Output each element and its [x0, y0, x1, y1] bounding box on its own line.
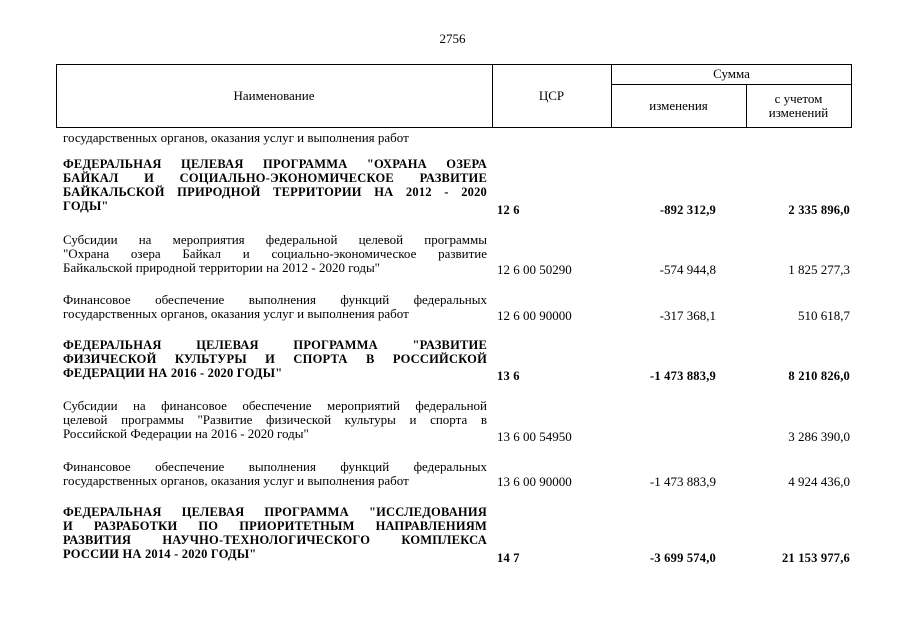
row-change: -3 699 574,0 — [650, 551, 716, 565]
table-header — [56, 64, 852, 128]
row-change: -574 944,8 — [659, 262, 716, 277]
page-number: 2756 — [439, 31, 466, 46]
row-change: -892 312,9 — [659, 203, 716, 217]
row-total: 3 286 390,0 — [788, 429, 850, 444]
row-csr: 12 6 — [497, 203, 520, 217]
row-total: 510 618,7 — [798, 308, 850, 323]
row-description: Субсидии на мероприятия федеральной целевой программы "Охрана озера Байкал и социально-экономическое развитие Байкальской природной территории на 2012 - 2020 годы" — [63, 232, 487, 275]
row-total: 4 924 436,0 — [788, 474, 850, 489]
row-description: ФЕДЕРАЛЬНАЯ ЦЕЛЕВАЯ ПРОГРАММА "РАЗВИТИЕ ФИЗИЧЕСКОЙ КУЛЬТУРЫ И СПОРТА В РОССИЙСКОЙ ФЕДЕРАЦИИ НА 2016 - 2020 ГОДЫ" — [63, 338, 487, 380]
header-name: Наименование — [233, 88, 315, 103]
row-description: ФЕДЕРАЛЬНАЯ ЦЕЛЕВАЯ ПРОГРАММА "ИССЛЕДОВАНИЯ И РАЗРАБОТКИ ПО ПРИОРИТЕТНЫМ НАПРАВЛЕНИЯМ РАЗВИТИЯ НАУЧНО-ТЕХНОЛОГИЧЕСКОГО КОМПЛЕКСА РОССИИ НА 2014 - 2020 ГОДЫ" — [63, 505, 487, 561]
header-csr: ЦСР — [538, 88, 565, 103]
row-change: -1 473 883,9 — [649, 474, 716, 489]
row-description: Субсидии на финансовое обеспечение мероприятий федеральной целевой программы "Развитие физической культуры и спорта в Российской Федерации на 2016 - 2020 годы" — [63, 398, 487, 441]
row-total: 2 335 896,0 — [788, 203, 850, 217]
row-csr: 13 6 00 54950 — [497, 429, 572, 444]
row-csr: 12 6 00 90000 — [497, 308, 572, 323]
row-change: -1 473 883,9 — [650, 369, 716, 383]
row-total: 8 210 826,0 — [788, 369, 850, 383]
header-total: с учетом изменений — [768, 91, 829, 120]
row-total: 1 825 277,3 — [788, 262, 850, 277]
row-csr: 13 6 00 90000 — [497, 474, 572, 489]
row-change: -317 368,1 — [659, 308, 716, 323]
row-description: государственных органов, оказания услуг и выполнения работ — [63, 130, 409, 145]
row-csr: 13 6 — [497, 369, 520, 383]
row-csr: 14 7 — [497, 551, 520, 565]
row-description: Финансовое обеспечение выполнения функций федеральных государственных органов, оказания услуг и выполнения работ — [63, 292, 487, 321]
row-description: ФЕДЕРАЛЬНАЯ ЦЕЛЕВАЯ ПРОГРАММА "ОХРАНА ОЗЕРА БАЙКАЛ И СОЦИАЛЬНО-ЭКОНОМИЧЕСКОЕ РАЗВИТИЕ БАЙКАЛЬСКОЙ ПРИРОДНОЙ ТЕРРИТОРИИ НА 2012 - 2020 ГОДЫ" — [63, 157, 487, 213]
row-total: 21 153 977,6 — [781, 551, 850, 565]
row-description: Финансовое обеспечение выполнения функций федеральных государственных органов, оказания услуг и выполнения работ — [63, 459, 487, 488]
row-csr: 12 6 00 50290 — [497, 262, 572, 277]
header-sum: Сумма — [713, 66, 750, 81]
header-change: изменения — [649, 98, 708, 113]
